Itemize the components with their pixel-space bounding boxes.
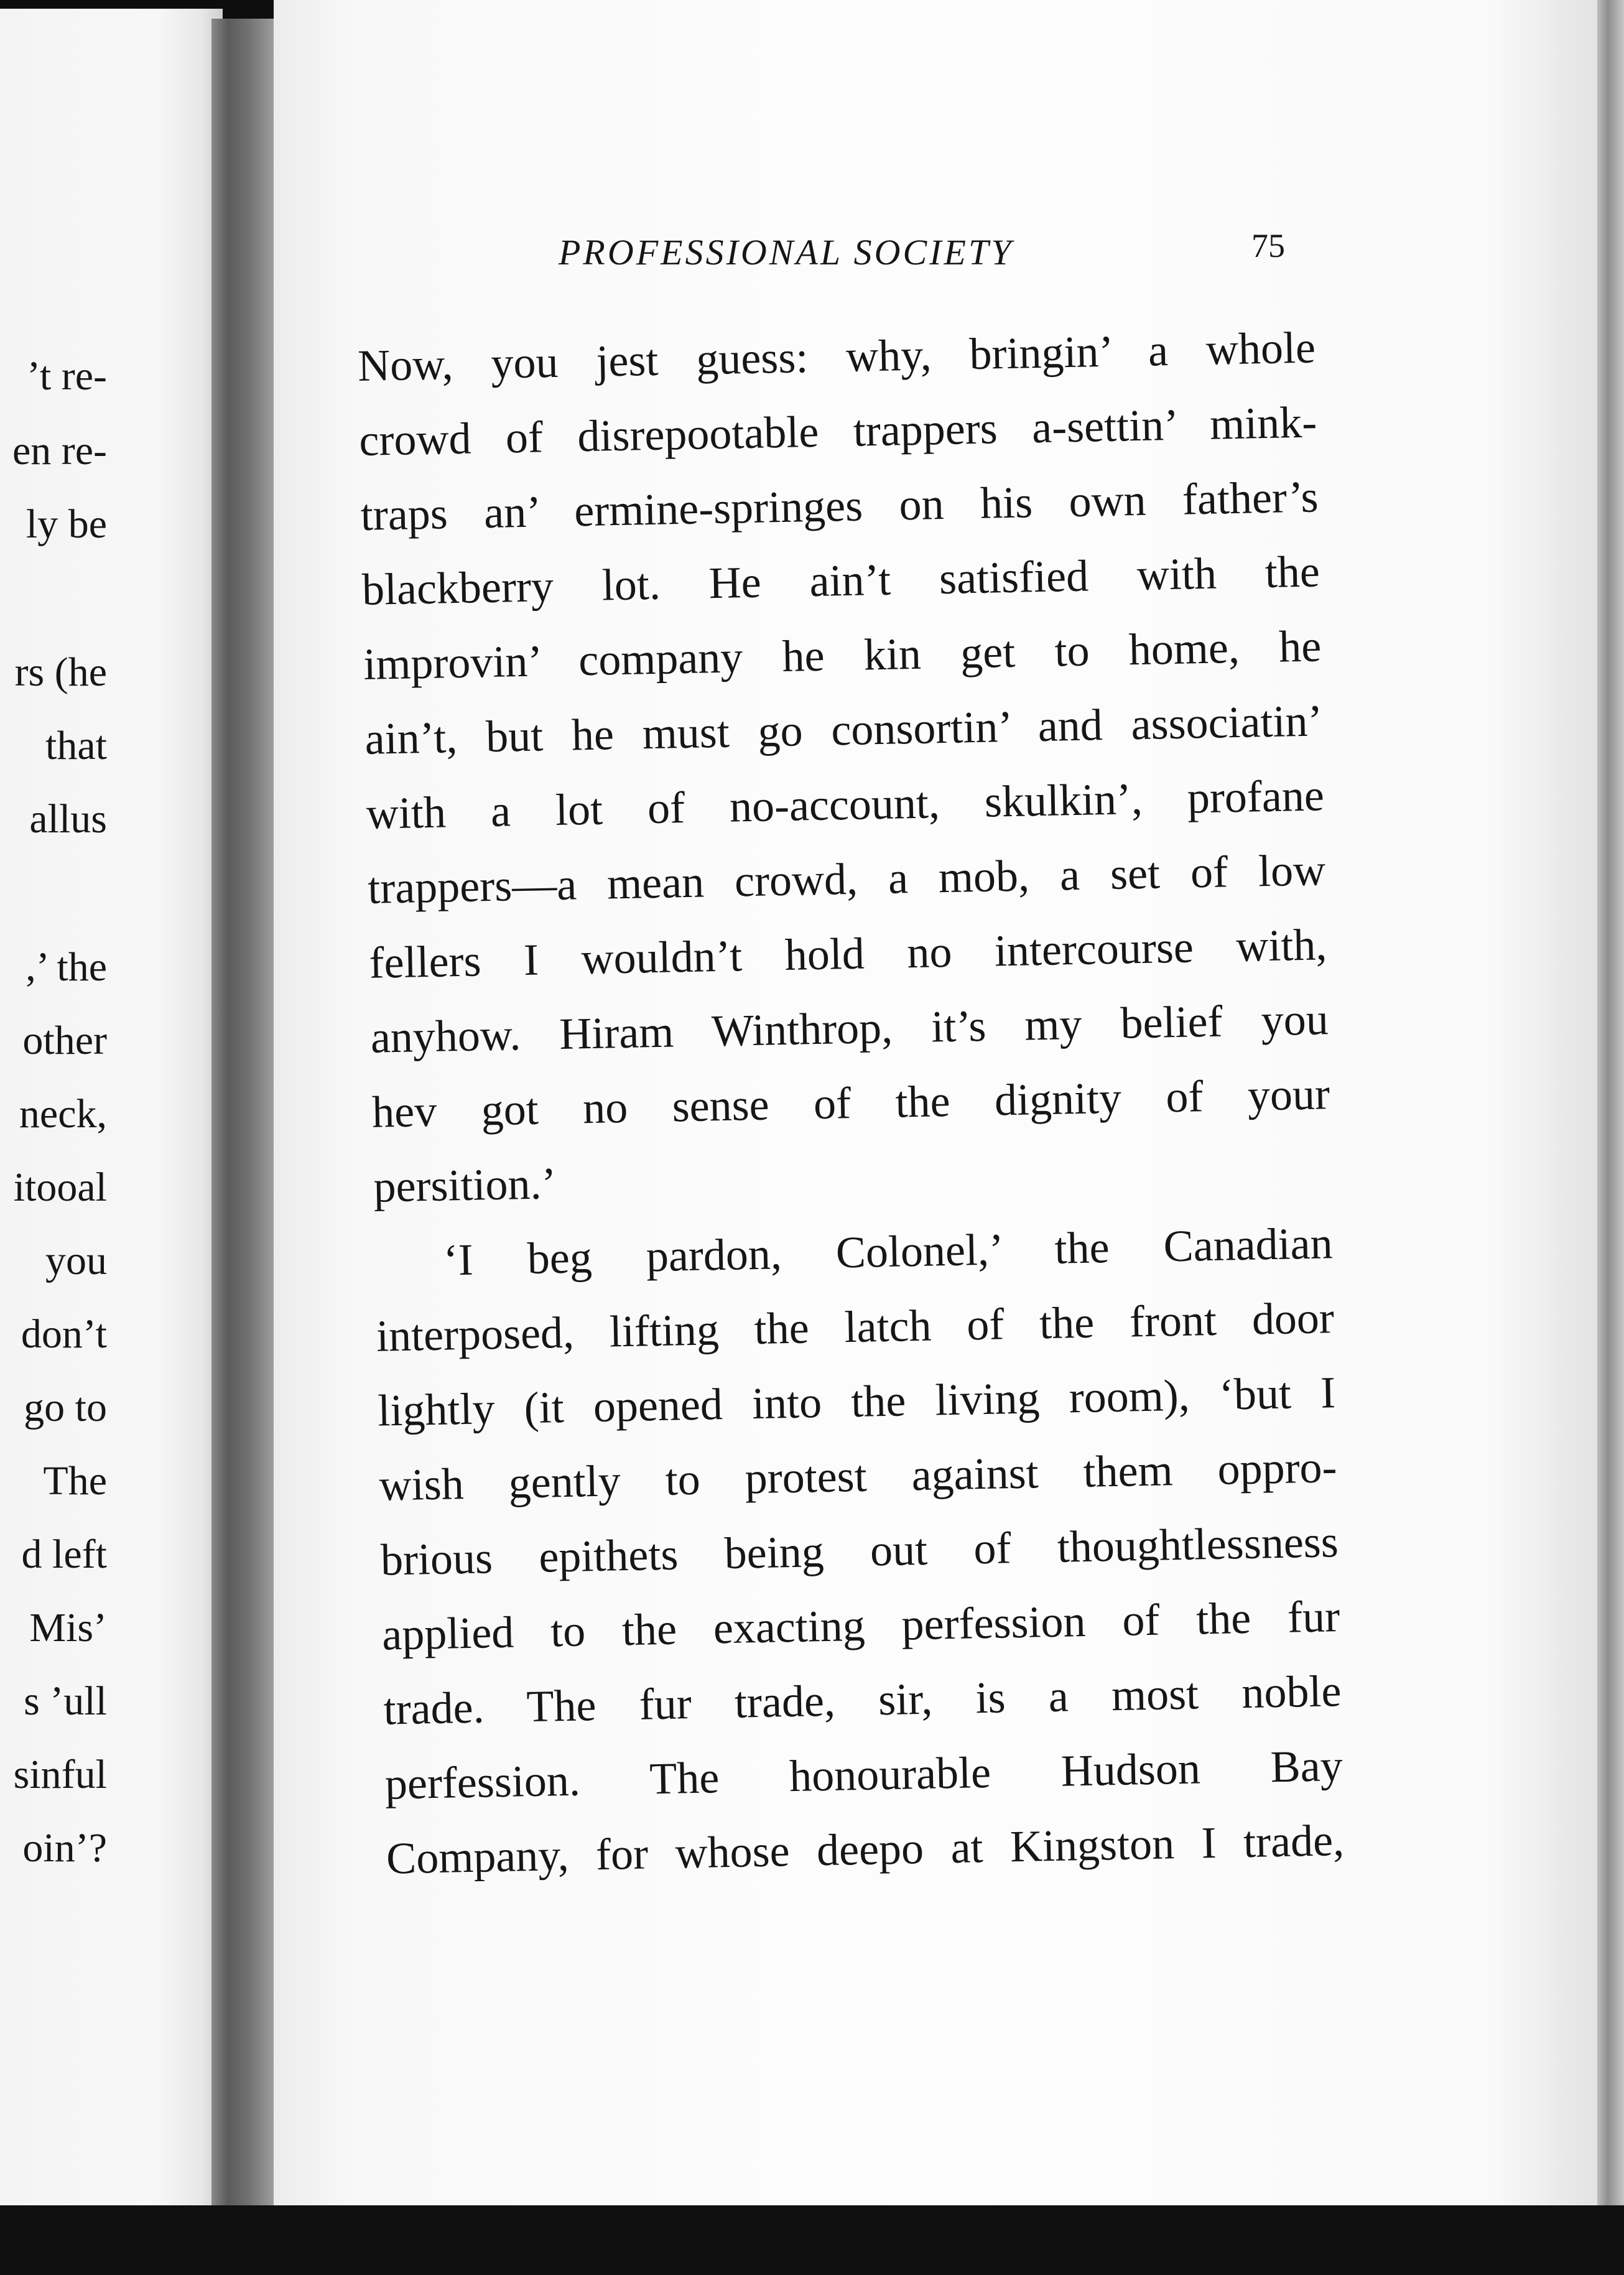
left-page-line: go to [24, 1385, 107, 1430]
body-line: brious epithets being out of thoughtlessness [380, 1517, 1339, 1585]
body-line: perfession. The honourable Hudson Bay [384, 1741, 1343, 1809]
body-line: traps an’ ermine-springes on his own father’s [360, 472, 1319, 540]
body-line: persition.’ [373, 1158, 557, 1212]
page-number: 75 [1251, 227, 1285, 264]
left-page [0, 9, 223, 2248]
body-line: wish gently to protest against them oppro- [378, 1442, 1338, 1510]
body-line: hev got no sense of the dignity of your [371, 1069, 1330, 1137]
left-page-line: Mis’ [29, 1605, 107, 1650]
left-page-line: you [45, 1238, 107, 1283]
body-line: Company, for whose deepo at Kingston I trade, [386, 1815, 1345, 1884]
left-page-line: ly be [26, 501, 107, 547]
left-page-line: don’t [21, 1311, 107, 1357]
body-line: trappers—a mean crowd, a mob, a set of low [367, 845, 1326, 913]
body-line: Now, you jest guess: why, bringin’ a whole [357, 322, 1316, 391]
body-line: with a lot of no-account, skulkin’, profane [366, 770, 1325, 839]
left-page-line: s ’ull [24, 1678, 107, 1724]
left-page-line: The [43, 1458, 107, 1504]
left-page-line: allus [29, 796, 107, 842]
left-page-line: neck, [19, 1091, 107, 1137]
left-page-line: en re- [12, 428, 107, 473]
body-line: crowd of disrepootable trappers a-settin’ mink- [358, 397, 1317, 465]
left-page-line: rs (he [14, 649, 107, 695]
body-line: applied to the exacting perfession of the fur [381, 1591, 1340, 1660]
left-page-line: oin’? [22, 1825, 107, 1871]
body-line: blackberry lot. He ain’t satisfied with the [361, 546, 1320, 615]
left-page-line: sinful [13, 1752, 107, 1797]
body-line: trade. The fur trade, sir, is a most noble [383, 1666, 1342, 1734]
body-line: lightly (it opened into the living room), ‘but I [377, 1367, 1336, 1436]
page-edge [1597, 0, 1624, 2205]
body-line: improvin’ company he kin get to home, he [363, 621, 1322, 689]
body-line: ‘I beg pardon, Colonel,’ the Canadian [443, 1218, 1334, 1285]
left-page-line: ’t re- [27, 353, 107, 399]
body-line: interposed, lifting the latch of the front door [376, 1293, 1335, 1361]
scan-background [0, 2205, 1624, 2275]
body-line: anyhow. Hiram Winthrop, it’s my belief you [370, 994, 1329, 1063]
left-page-line: d left [21, 1532, 107, 1577]
body-line: ain’t, but he must go consortin’ and associatin’ [364, 696, 1324, 764]
left-page-line: itooal [13, 1165, 107, 1210]
body-line: fellers I wouldn’t hold no intercourse with, [368, 919, 1328, 988]
left-page-line: that [45, 723, 107, 768]
body-text [357, 310, 1345, 1896]
left-page-line: other [22, 1018, 107, 1063]
left-page-line: ,’ the [26, 944, 107, 990]
running-head: PROFESSIONAL SOCIETY [559, 232, 1014, 272]
